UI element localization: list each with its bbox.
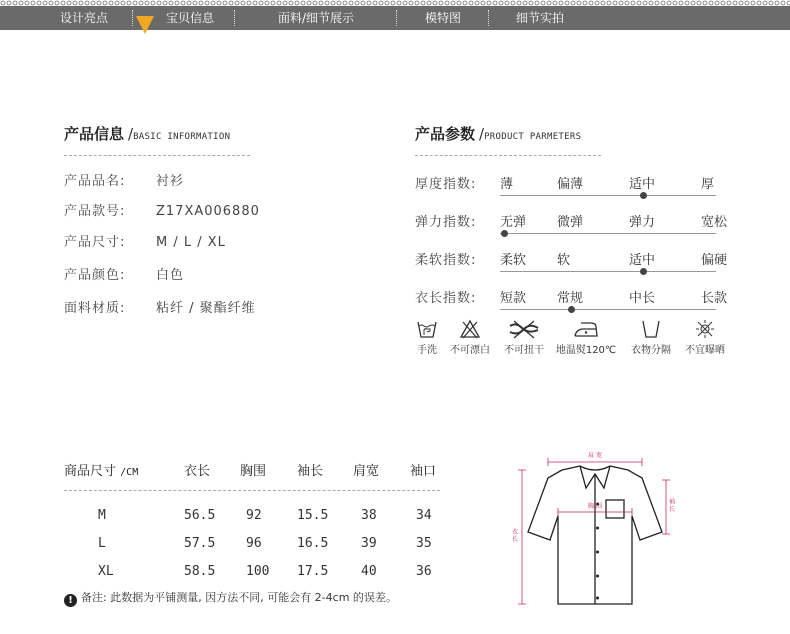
info-row-color	[64, 264, 184, 283]
product-info-subtitle: BASIC INFORMATION	[133, 132, 231, 142]
header-chest: 胸围	[240, 464, 267, 479]
info-label: 面料材质:	[64, 301, 126, 316]
param-option: 弹力	[629, 215, 656, 230]
table-cell: 58.5	[184, 564, 216, 579]
care-low-iron	[554, 318, 618, 356]
table-cell: 92	[246, 508, 262, 523]
nav-item-fabric[interactable]: 面料/细节展示	[277, 11, 355, 25]
no-sun-dry-icon	[694, 318, 716, 340]
param-option: 无弹	[500, 215, 527, 230]
param-level-marker	[640, 192, 647, 199]
info-value: M / L / XL	[156, 235, 226, 250]
care-no-bleach	[446, 318, 494, 356]
care-no-sun	[680, 318, 730, 356]
nav-divider	[396, 10, 397, 26]
product-info-heading: 产品信息	[64, 125, 125, 143]
shoulder-label: 肩 宽	[588, 452, 602, 459]
info-value: 白色	[156, 268, 185, 283]
care-label: 衣物分隔	[631, 345, 671, 356]
product-params-heading: 产品参数	[415, 125, 476, 143]
care-hand-wash	[415, 318, 439, 356]
care-label: 不可扭干	[504, 345, 544, 356]
table-cell: 56.5	[184, 508, 216, 523]
param-level-marker	[501, 230, 508, 237]
size-table-heading: 商品尺寸	[64, 464, 117, 479]
nav-item-product-info[interactable]: 宝贝信息	[165, 11, 214, 25]
size-cell: M	[98, 508, 106, 523]
size-table-unit: /CM	[120, 467, 139, 478]
table-cell: 35	[416, 536, 432, 551]
nav-item-detail[interactable]: 细节实拍	[515, 11, 564, 25]
table-cell: 39	[361, 536, 377, 551]
info-row-material	[64, 297, 256, 316]
nav-divider	[488, 10, 489, 26]
product-info-title: 产品信息 /BASIC INFORMATION	[64, 125, 231, 143]
care-label: 不宜曝晒	[685, 345, 725, 356]
low-iron-icon	[572, 318, 600, 340]
care-wash-separately	[626, 318, 676, 356]
param-option: 常规	[557, 291, 584, 306]
table-cell: 15.5	[297, 508, 329, 523]
divider	[415, 155, 601, 156]
info-row-code	[64, 200, 260, 219]
no-wring-icon	[506, 318, 542, 340]
care-label: 手洗	[417, 345, 437, 356]
chest-label: 胸 围	[588, 503, 602, 510]
active-nav-indicator-icon	[136, 16, 154, 34]
param-option: 偏硬	[701, 253, 728, 268]
care-no-wring	[500, 318, 548, 356]
size-table-title	[64, 460, 138, 479]
param-label: 衣长指数:	[415, 291, 477, 306]
param-option: 偏薄	[557, 177, 584, 192]
shirt-measurement-diagram	[510, 448, 680, 610]
divider	[64, 155, 250, 156]
param-option: 柔软	[500, 253, 527, 268]
product-params-title: 产品参数 /PRODUCT PARMETERS	[415, 125, 582, 143]
divider	[64, 490, 440, 491]
care-label: 地温熨120℃	[555, 345, 617, 356]
info-label: 产品尺寸:	[64, 235, 126, 250]
header-cuff: 袖口	[410, 464, 437, 479]
hand-wash-icon	[416, 318, 438, 340]
product-params-subtitle: PRODUCT PARMETERS	[484, 132, 582, 142]
table-cell: 57.5	[184, 536, 216, 551]
table-cell: 96	[246, 536, 262, 551]
info-row-size	[64, 231, 226, 250]
shirt-outline	[528, 466, 662, 604]
param-level-marker	[568, 306, 575, 313]
header-length: 衣长	[184, 464, 211, 479]
param-label: 柔软指数:	[415, 253, 477, 268]
nav-bar	[0, 6, 790, 30]
param-option: 软	[557, 253, 571, 268]
info-value: 衬衫	[156, 174, 185, 189]
param-option: 厚	[701, 177, 715, 192]
sleeve-label: 袖 长	[667, 498, 675, 512]
nav-divider	[234, 10, 235, 26]
table-cell: 17.5	[297, 564, 329, 579]
table-cell: 16.5	[297, 536, 329, 551]
info-row-name	[64, 170, 184, 189]
size-cell: XL	[98, 564, 114, 579]
param-option: 适中	[629, 177, 656, 192]
measurement-note	[64, 589, 397, 607]
info-label: 产品品名:	[64, 174, 126, 189]
nav-item-model[interactable]: 模特图	[424, 11, 461, 25]
info-label: 产品款号:	[64, 204, 126, 219]
param-option: 短款	[500, 291, 527, 306]
param-option: 中长	[629, 291, 656, 306]
nav-item-design[interactable]: 设计亮点	[59, 11, 108, 25]
wash-separately-icon	[640, 318, 662, 340]
info-value: 粘纤 / 聚酯纤维	[156, 301, 256, 316]
param-option: 宽松	[701, 215, 728, 230]
param-scale-line	[500, 195, 716, 196]
param-option: 薄	[500, 177, 514, 192]
param-scale-line	[500, 233, 716, 234]
size-cell: L	[98, 536, 106, 551]
table-cell: 100	[246, 564, 270, 579]
param-option: 适中	[629, 253, 656, 268]
table-cell: 36	[416, 564, 432, 579]
param-scale-line	[500, 271, 716, 272]
table-cell: 40	[361, 564, 377, 579]
param-scale-line	[500, 309, 716, 310]
measure-lines	[518, 458, 670, 604]
param-label: 弹力指数:	[415, 215, 477, 230]
param-option: 长款	[701, 291, 728, 306]
table-cell: 38	[361, 508, 377, 523]
note-text: 备注: 此数据为平铺测量, 因方法不同, 可能会有 2-4cm 的误差。	[81, 591, 397, 604]
param-option: 微弹	[557, 215, 584, 230]
length-label: 衣 长	[510, 528, 518, 542]
info-value: Z17XA006880	[156, 204, 260, 219]
care-label: 不可漂白	[450, 345, 490, 356]
no-bleach-icon	[459, 318, 481, 340]
table-cell: 34	[416, 508, 432, 523]
header-sleeve: 袖长	[297, 464, 324, 479]
nav-divider	[132, 10, 133, 26]
info-label: 产品颜色:	[64, 268, 126, 283]
param-label: 厚度指数:	[415, 177, 477, 192]
warning-icon: !	[64, 594, 77, 607]
param-level-marker	[640, 268, 647, 275]
header-shoulder: 肩宽	[353, 464, 380, 479]
